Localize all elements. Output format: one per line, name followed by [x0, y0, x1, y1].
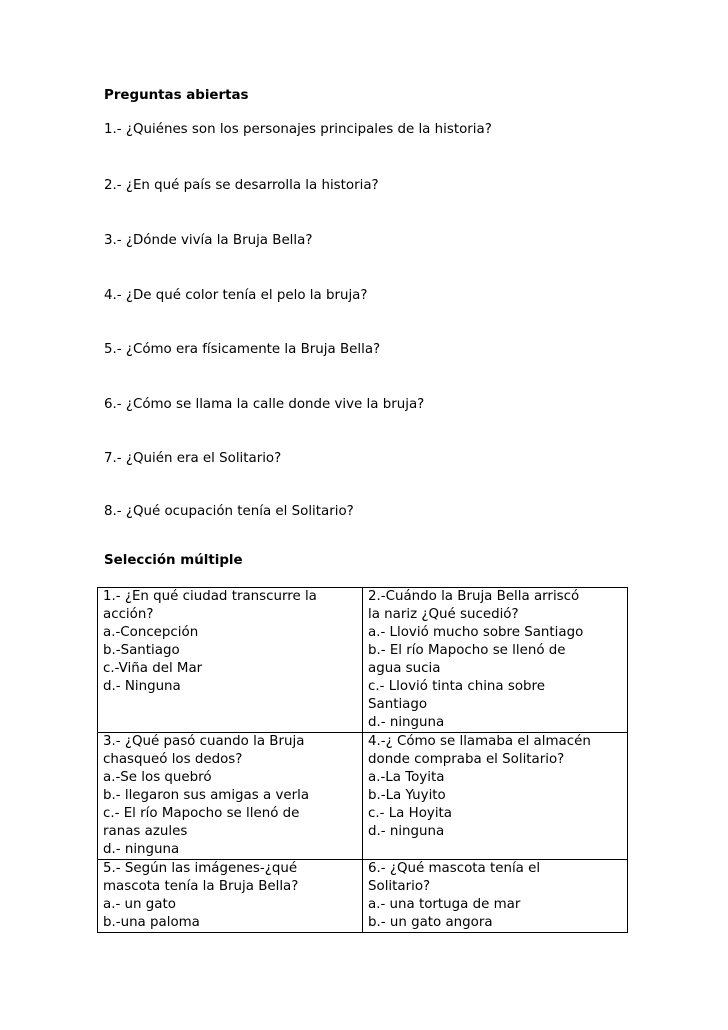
mc-line: c.-Viña del Mar: [103, 661, 203, 676]
mc-question-text: 4.-¿ Cómo se llamaba el almacén: [368, 734, 591, 749]
mc-line: Solitario?: [368, 879, 431, 894]
mc-line: c.- La Hoyita: [368, 806, 452, 821]
mc-line: la nariz ¿Qué sucedió?: [368, 607, 519, 622]
mc-line: a.- una tortuga de mar: [368, 897, 521, 912]
mc-question-cell: [363, 733, 628, 860]
mc-line: acción?: [103, 607, 154, 622]
mc-line: b.-Santiago: [103, 643, 180, 658]
open-question-8: 8.- ¿Qué ocupación tenía el Solitario?: [104, 504, 354, 519]
mc-line: b.-una paloma: [103, 915, 200, 930]
mc-line: d.- Ninguna: [103, 679, 181, 694]
open-question-7: 7.- ¿Quién era el Solitario?: [104, 451, 282, 466]
mc-line: c.- El río Mapocho se llenó de: [103, 806, 300, 821]
open-question-3: 3.- ¿Dónde vivía la Bruja Bella?: [104, 233, 313, 248]
mc-question-cell: [98, 733, 363, 860]
mc-line: c.- Llovió tinta china sobre: [368, 679, 545, 694]
mc-line: d.- ninguna: [103, 842, 180, 857]
mc-question-text: 5.- Según las imágenes-¿qué: [103, 861, 298, 876]
mc-question-text: 2.-Cuándo la Bruja Bella arriscó: [368, 589, 580, 604]
mc-line: d.- ninguna: [368, 715, 445, 730]
open-questions-heading: Preguntas abiertas: [104, 88, 249, 103]
multiple-choice-heading: Selección múltiple: [104, 553, 243, 568]
mc-question-text: 6.- ¿Qué mascota tenía el: [368, 861, 541, 876]
mc-row: [98, 860, 628, 933]
mc-line: a.-La Toyita: [368, 770, 445, 785]
mc-question-cell: [363, 588, 628, 733]
mc-line: b.- El río Mapocho se llenó de: [368, 643, 566, 658]
mc-line: a.- un gato: [103, 897, 176, 912]
mc-line: d.- ninguna: [368, 824, 445, 839]
mc-question-text: 1.- ¿En qué ciudad transcurre la: [103, 589, 317, 604]
open-question-1: 1.- ¿Quiénes son los personajes principales de la historia?: [104, 122, 492, 137]
mc-question-cell: [98, 860, 363, 933]
mc-line: mascota tenía la Bruja Bella?: [103, 879, 299, 894]
mc-row: [98, 588, 628, 733]
open-question-2: 2.- ¿En qué país se desarrolla la historia?: [104, 178, 379, 193]
open-question-4: 4.- ¿De qué color tenía el pelo la bruja?: [104, 288, 368, 303]
mc-line: a.-Se los quebró: [103, 770, 212, 785]
mc-line: b.- llegaron sus amigas a verla: [103, 788, 310, 803]
mc-line: agua sucia: [368, 661, 441, 676]
mc-line: b.-La Yuyito: [368, 788, 446, 803]
mc-line: donde compraba el Solitario?: [368, 752, 565, 767]
mc-question-text: 3.- ¿Qué pasó cuando la Bruja: [103, 734, 305, 749]
mc-question-cell: [363, 860, 628, 933]
mc-line: b.- un gato angora: [368, 915, 493, 930]
mc-line: a.-Concepción: [103, 625, 199, 640]
mc-question-cell: [98, 588, 363, 733]
mc-line: Santiago: [368, 697, 428, 712]
open-question-5: 5.- ¿Cómo era físicamente la Bruja Bella?: [104, 342, 381, 357]
mc-row: [98, 733, 628, 860]
mc-line: chasqueó los dedos?: [103, 752, 243, 767]
mc-line: a.- Llovió mucho sobre Santiago: [368, 625, 584, 640]
multiple-choice-table: [97, 587, 628, 933]
mc-line: ranas azules: [103, 824, 188, 839]
open-question-6: 6.- ¿Cómo se llama la calle donde vive la bruja?: [104, 397, 425, 412]
